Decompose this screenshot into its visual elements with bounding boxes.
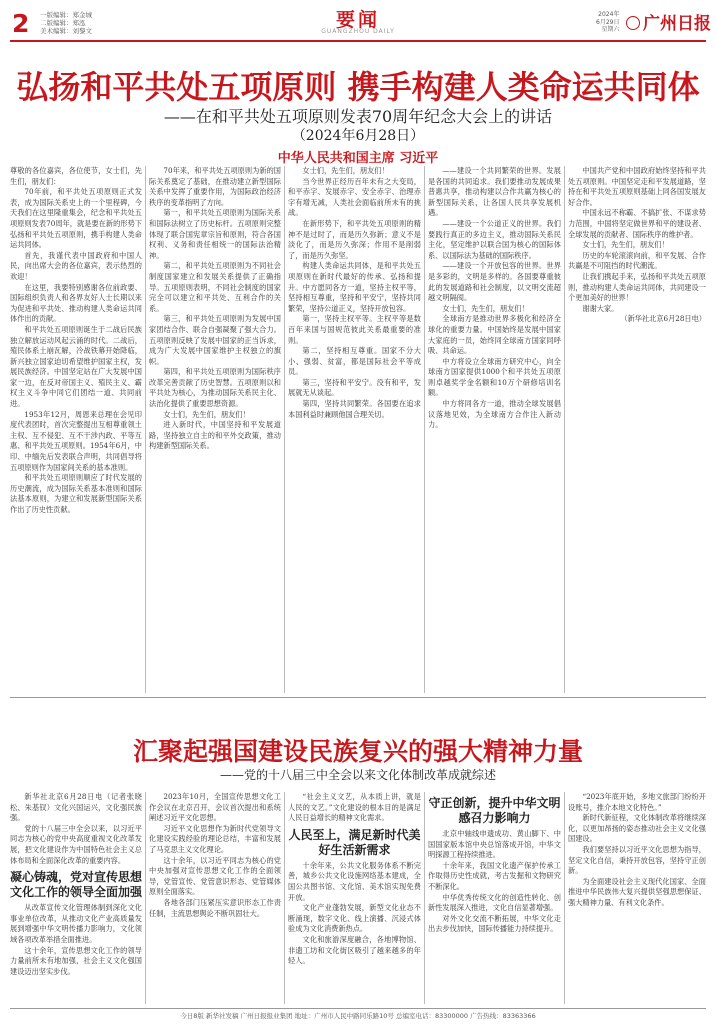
paragraph: 第二，坚持相互尊重。国家不分大小、强弱、贫富，都是国际社会平等成员。 bbox=[288, 346, 421, 377]
paragraph: ——建设一个公道正义的世界。我们要践行真正的多边主义，推动国际关系民主化，坚定维护以联合国为核心的国际体系、以国际法为基础的国际秩序。 bbox=[428, 218, 561, 260]
date-weekday: 星期六 bbox=[601, 26, 620, 33]
paragraph: 第一，坚持主权平等。主权平等是数百年来国与国规范彼此关系最重要的准则。 bbox=[288, 314, 421, 345]
paragraph: 让我们携起手来，弘扬和平共处五项原则，推动构建人类命运共同体，共同建设一个更加美好的世界！ bbox=[568, 271, 706, 303]
editor-line: 二版编辑：郑泓 bbox=[40, 19, 86, 27]
newspaper-logo bbox=[626, 9, 711, 34]
article2-headline: 汇聚起强国建设民族复兴的强大精神力量 bbox=[132, 737, 583, 766]
paragraph: ——建设一个共同繁荣的世界。发展是各国的共同追求。我们要推动发展成果普惠共享，推动构建以合作共赢为核心的新型国际关系，让各国人民共享发展机遇。 bbox=[428, 166, 561, 218]
paragraph: 从改革宣传文化管理体制到深化文化事业单位改革，从推动文化产业高质量发展到增强中华文明传播力影响力，文化领域各项改革举措全面推进。 bbox=[10, 903, 142, 944]
logo-text: 广州日报 bbox=[643, 14, 711, 34]
issue-date bbox=[596, 11, 619, 34]
article-divider bbox=[10, 697, 706, 698]
paragraph: 第二，和平共处五项原则为不同社会制度国家建立和发展关系提供了正确指导。五项原则表明，不同社会制度的国家完全可以建立和平共处、互利合作的关系。 bbox=[149, 261, 281, 313]
column-divider bbox=[145, 166, 146, 693]
paragraph: 1953年12月，周恩来总理在会见印度代表团时，首次完整提出互相尊重领土主权、互不侵犯、互不干涉内政、平等互惠、和平共处五项原则。1954年6月，中印、中缅先后发表联合声明，共同倡导将五项原则作为国家间关系的基本准则。 bbox=[10, 409, 142, 472]
article2-column bbox=[288, 792, 421, 1004]
paragraph: “社会主义文艺，从本质上讲，就是人民的文艺。”文化建设的根本目的是满足人民日益增长的精神文化需求。 bbox=[288, 792, 421, 823]
masthead bbox=[0, 0, 716, 42]
page-number: 2 bbox=[12, 9, 30, 38]
paragraph: 在这里，我要特别感谢各位前政要、国际组织负责人和各界友好人士长期以来为促进和平共处、推动构建人类命运共同体作出的贡献。 bbox=[10, 282, 142, 324]
paragraph: 当今世界正经历百年未有之大变局，和平赤字、发展赤字、安全赤字、治理赤字有增无减，人类社会面临前所未有的挑战。 bbox=[288, 176, 421, 218]
paragraph: 北京中轴线申遗成功、黄山脚下、中国国家版本馆中央总馆落成开馆，中华文明探源工程持续推进。 bbox=[428, 829, 561, 860]
article2-column bbox=[10, 792, 142, 1004]
section-heading: 守正创新，提升中华文明感召力影响力 bbox=[428, 796, 561, 825]
paragraph: 中方将同各方一道，推动全球发展倡议落地见效，为全球南方合作注入新动力。 bbox=[428, 399, 561, 430]
paragraph: 对外文化交流不断拓展，中华文化走出去步伐加快，国际传播能力持续提升。 bbox=[428, 913, 561, 934]
section-heading: 人民至上，满足新时代美好生活新需求 bbox=[288, 827, 421, 857]
article1-column bbox=[428, 166, 561, 693]
paragraph: 第一，和平共处五项原则为国际关系和国际法树立了历史标杆。五项原则完整体现了联合国宪章宗旨和原则，符合各国权利、义务和责任相统一的国际法治精神。 bbox=[149, 208, 281, 260]
paragraph: 这十余年，宣传思想文化工作的领导力量前所未有地加强，社会主义文化强国建设迈出坚实步伐。 bbox=[10, 945, 142, 976]
section-heading: 凝心铸魂，党对宣传思想文化工作的领导全面加强 bbox=[10, 870, 142, 900]
logo-emblem-icon bbox=[626, 16, 640, 30]
paragraph: 文化和旅游深度融合，各地博物馆、非遗工坊和文化街区吸引了越来越多的年轻人。 bbox=[288, 934, 421, 966]
paragraph: 在新形势下，和平共处五项原则的精神不是过时了，而是历久弥新；意义不是淡化了，而是历久弥深；作用不是削弱了，而是历久弥坚。 bbox=[288, 218, 421, 260]
column-divider bbox=[284, 792, 285, 1004]
paragraph: 党的十八届三中全会以来，以习近平同志为核心的党中央高度重视文化改革发展，把文化建设作为中国特色社会主义总体布局和全面深化改革的重要内容。 bbox=[10, 823, 142, 865]
paragraph: 70年来，和平共处五项原则为新的国际关系奠定了基础，在推动建立新型国际关系中发挥了重要作用，为国际政治经济秩序的变革指明了方向。 bbox=[149, 166, 281, 207]
column-divider bbox=[424, 792, 425, 1004]
paragraph: 构建人类命运共同体，是和平共处五项原则在新时代最好的传承、弘扬和提升。中方愿同各方一道，坚持主权平等，坚持相互尊重，坚持和平安宁，坚持共同繁荣，坚持公道正义，坚持开放包容。 bbox=[288, 261, 421, 313]
article1-column bbox=[149, 166, 281, 693]
column-divider bbox=[564, 166, 565, 693]
paragraph: 进入新时代，中国坚持和平发展道路，坚持独立自主的和平外交政策，推动构建新型国际关系。 bbox=[149, 420, 281, 451]
column-divider bbox=[145, 792, 146, 1004]
paragraph: 历史的车轮滚滚向前，和平发展、合作共赢是不可阻挡的时代潮流。 bbox=[568, 250, 706, 271]
column-divider bbox=[564, 792, 565, 1004]
paragraph: 文化产业蓬勃发展，新型文化业态不断涌现，数字文化、线上演播、沉浸式体验成为文化消费新热点。 bbox=[288, 903, 421, 934]
paragraph: 尊敬的各位嘉宾，各位使节，女士们，先生们，朋友们： bbox=[10, 166, 142, 186]
paragraph: 和平共处五项原则顺应了时代发展的历史潮流，成为国际关系基本准则和国际法基本原则，为建立和发展新型国际关系作出了历史性贡献。 bbox=[10, 473, 142, 514]
article2-column bbox=[568, 792, 706, 1004]
date-day: 6月29日 bbox=[596, 18, 620, 26]
article1-column bbox=[288, 166, 421, 693]
paragraph: 女士们，先生们，朋友们！ bbox=[582, 240, 669, 250]
column-divider bbox=[284, 166, 285, 693]
header-divider bbox=[10, 40, 706, 42]
section-subtitle: GUANGZHOU DAILY bbox=[321, 28, 395, 35]
article1-subtitle: ——在和平共处五项原则发表70周年纪念大会上的讲话 bbox=[163, 107, 553, 126]
paragraph: 十余年来，我国文化遗产保护传承工作取得历史性成就，考古发掘和文物研究不断深化。 bbox=[428, 860, 561, 891]
paragraph: 谢谢大家。 bbox=[582, 303, 619, 313]
article1-byline: 中华人民共和国主席 习近平 bbox=[277, 151, 439, 166]
paragraph: 第四，和平共处五项原则为国际秩序改革完善贡献了历史智慧。五项原则以和平共处为核心，为推动国际关系民主化、法治化提供了重要思想资源。 bbox=[149, 367, 281, 409]
paragraph: 中国永远不称霸、不搞扩张、不谋求势力范围，中国将坚定做世界和平的建设者、全球发展的贡献者、国际秩序的维护者。 bbox=[568, 208, 706, 239]
paragraph: 中华优秀传统文化的创造性转化、创新性发展深入推进，文化自信显著增强。 bbox=[428, 892, 561, 913]
column-divider bbox=[424, 166, 425, 693]
paragraph: 这十余年，以习近平同志为核心的党中央加强对宣传思想文化工作的全面领导，党管宣传、党管意识形态、党管媒体原则全面落实。 bbox=[149, 855, 281, 897]
article1-column bbox=[10, 166, 142, 693]
paragraph: 女士们，先生们，朋友们！ bbox=[302, 166, 389, 175]
paragraph: ——建设一个开放包容的世界。世界是多彩的，文明是多样的。各国要尊重彼此的发展道路和社会制度，以文明交流超越文明隔阂。 bbox=[428, 261, 561, 303]
article2-column bbox=[149, 792, 281, 1004]
paragraph: 为全面建设社会主义现代化国家、全面推进中华民族伟大复兴提供坚强思想保证、强大精神力量、有利文化条件。 bbox=[568, 876, 706, 907]
paragraph: 70年前，和平共处五项原则正式发表，成为国际关系史上的一个里程碑，今天我们在这里隆重集会，纪念和平共处五项原则发表70周年，就是要在新的形势下弘扬和平共处五项原则，携手构建人类命运共同体。 bbox=[10, 187, 142, 250]
date-year: 2024年 bbox=[598, 11, 620, 18]
article1-headline: 弘扬和平共处五项原则 携手构建人类命运共同体 bbox=[16, 68, 700, 106]
section-title: 要闻 bbox=[335, 9, 380, 31]
paragraph: 我们要坚持以习近平文化思想为指导，坚定文化自信，秉持开放包容，坚持守正创新。 bbox=[568, 844, 706, 876]
article1-date: （2024年6月28日） bbox=[291, 128, 425, 144]
paragraph: 新华社北京6月28日电（记者张晓松、朱基钗）文化兴国运兴，文化强民族强。 bbox=[10, 792, 142, 823]
dateline: （新华社北京6月28日电） bbox=[620, 314, 706, 324]
paragraph: 各地各部门压紧压实意识形态工作责任制，主流思想舆论不断巩固壮大。 bbox=[149, 897, 281, 918]
paragraph: 首先，我谨代表中国政府和中国人民，向出席大会的各位嘉宾，表示热烈的欢迎！ bbox=[10, 250, 142, 281]
paragraph: 和平共处五项原则诞生于二战后民族独立解放运动风起云涌的时代。二战后，殖民体系土崩瓦解，冷战铁幕开始降临，新兴独立国家迫切希望维护国家主权，发展民族经济。中国坚定站在广大发展中国家一边，在反对帝国主义、殖民主义、霸权主义斗争中同它们团结一道、共同前进。 bbox=[10, 324, 142, 409]
paragraph: “2023年底开始，多地文旅部门纷纷开设账号，推介本地文化特色。” bbox=[568, 792, 706, 812]
paragraph: 第三，坚持和平安宁。没有和平，发展就无从谈起。 bbox=[288, 377, 421, 398]
editor-line: 一版编辑：郑金城 bbox=[40, 11, 92, 19]
article2-subtitle: ——党的十八届三中全会以来文化体制改革成就综述 bbox=[219, 768, 496, 782]
paragraph: 第四，坚持共同繁荣。各国要在追求本国利益时兼顾他国合理关切。 bbox=[288, 399, 421, 419]
page-footer: 今日8版 新华社发稿 广州日报报业集团 地址：广州市人民中路同乐路10号 总编室电话：83300000 广告热线：83363366 bbox=[10, 1008, 706, 1023]
paragraph: 女士们，先生们，朋友们！ bbox=[163, 409, 250, 419]
paragraph: 习近平文化思想作为新时代党领导文化建设实践经验的理论总结，丰富和发展了马克思主义文化理论。 bbox=[149, 823, 281, 854]
article1-column bbox=[568, 166, 706, 693]
paragraph: 女士们，先生们，朋友们！ bbox=[442, 303, 529, 313]
editor-line: 美术编辑：刘黎文 bbox=[40, 27, 92, 35]
paragraph: 第三，和平共处五项原则为发展中国家团结合作、联合自强凝聚了强大合力。五项原则反映了发展中国家的正当诉求，成为广大发展中国家维护主权独立的旗帜。 bbox=[149, 314, 281, 366]
paragraph: 2023年10月，全国宣传思想文化工作会议在北京召开，会议首次提出和系统阐述习近平文化思想。 bbox=[149, 792, 281, 823]
paragraph: 全球南方是推动世界多极化和经济全球化的重要力量。中国始终是发展中国家大家庭的一员，始终同全球南方国家同呼吸、共命运。 bbox=[428, 314, 561, 356]
paragraph: 中方将设立全球南方研究中心，向全球南方国家提供1000个和平共处五项原则卓越奖学金名额和10万个研修培训名额。 bbox=[428, 356, 561, 398]
paragraph: 十余年来，公共文化服务体系不断完善，城乡公共文化设施网络基本建成，全国公共图书馆、文化馆、美术馆实现免费开放。 bbox=[288, 860, 421, 902]
article2-column bbox=[428, 792, 561, 1004]
paragraph: 中国共产党和中国政府始终坚持和平共处五项原则。中国坚定走和平发展道路，坚持在和平共处五项原则基础上同各国发展友好合作。 bbox=[568, 166, 706, 207]
paragraph: 新时代新征程，文化体制改革将继续深化，以更加昂扬的姿态推动社会主义文化强国建设。 bbox=[568, 813, 706, 844]
